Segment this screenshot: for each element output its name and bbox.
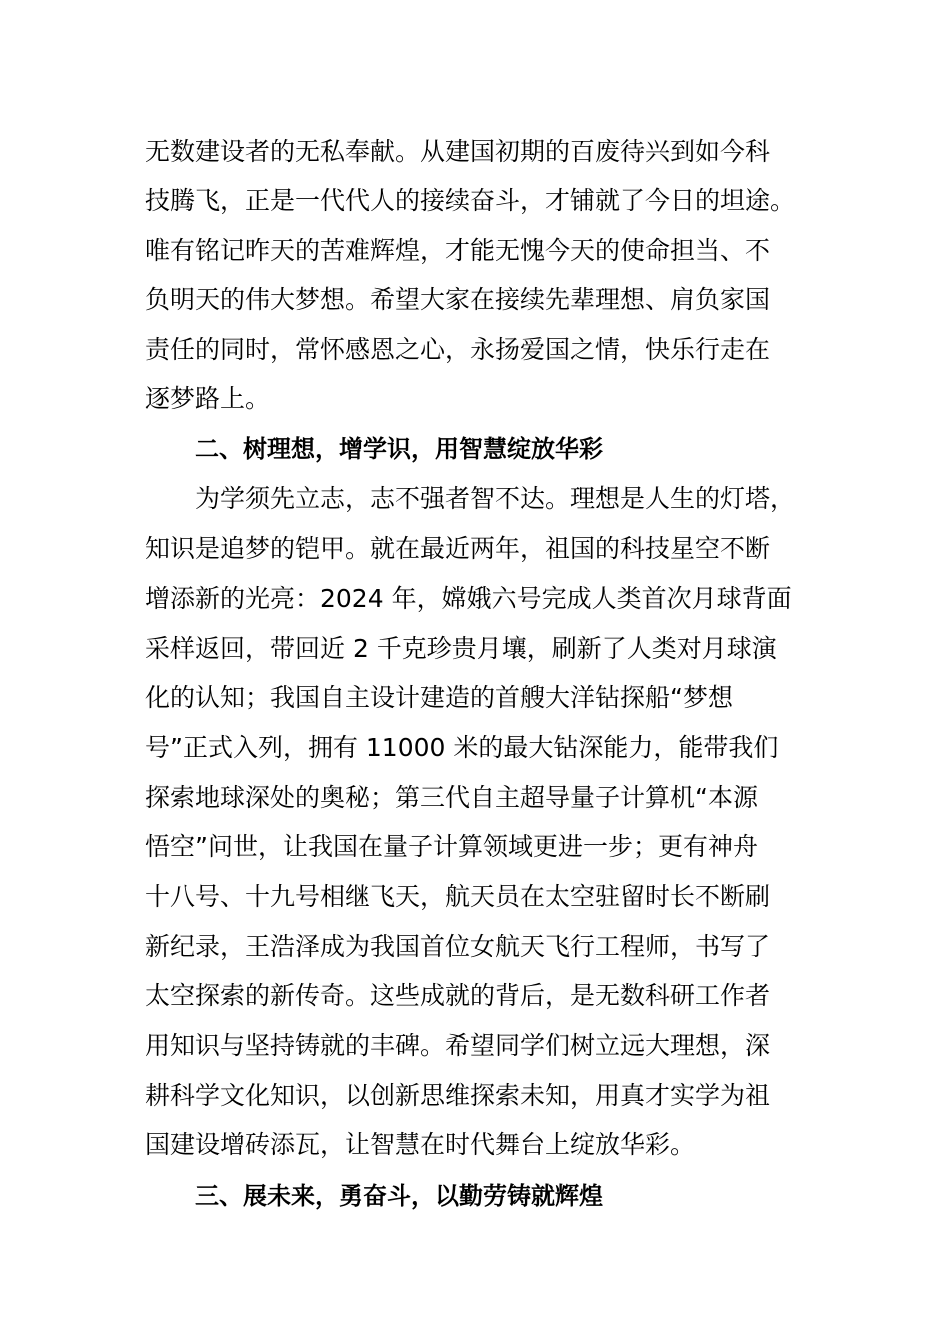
para2-line-3: 增添新的光亮：2024 年，嫦娥六号完成人类首次月球背面 [145,584,792,613]
para2-line-2: 知识是追梦的铠甲。就在最近两年，祖国的科技星空不断 [145,534,771,563]
para1-line-6: 逐梦路上。 [145,384,271,413]
para2-line-13: 耕科学文化知识，以创新思维探索未知，用真才实学为祖 [145,1081,771,1110]
para2-line-7: 探索地球深处的奥秘；第三代自主超导量子计算机“本源 [145,783,758,812]
para2-line-6: 号”正式入列，拥有 11000 米的最大钻深能力，能带我们 [145,733,779,762]
para1-line-5: 责任的同时，常怀感恩之心，永扬爱国之情，快乐行走在 [145,335,771,364]
para2-line-8: 悟空”问世，让我国在量子计算领域更进一步；更有神舟 [145,832,758,861]
para2-line-9: 十八号、十九号相继飞天，航天员在太空驻留时长不断刷 [145,882,771,911]
para1-line-4: 负明天的伟大梦想。希望大家在接续先辈理想、肩负家国 [145,285,771,314]
para1-line-2: 技腾飞，正是一代代人的接续奋斗，才铺就了今日的坦途。 [145,186,796,215]
para1-line-3: 唯有铭记昨天的苦难辉煌，才能无愧今天的使命担当、不 [145,236,771,265]
para2-line-10: 新纪录，王浩泽成为我国首位女航天飞行工程师，书写了 [145,932,771,961]
para2-line-12: 用知识与坚持铸就的丰碑。希望同学们树立远大理想，深 [145,1031,771,1060]
para2-line-4: 采样返回，带回近 2 千克珍贵月壤，刷新了人类对月球演 [145,634,777,663]
para2-line-5: 化的认知；我国自主设计建造的首艘大洋钻探船“梦想 [145,683,733,712]
section-heading-3: 三、展未来，勇奋斗，以勤劳铸就辉煌 [195,1182,603,1210]
section-heading-2: 二、树理想，增学识，用智慧绽放华彩 [195,435,603,463]
para2-line-14: 国建设增砖添瓦，让智慧在时代舞台上绽放华彩。 [145,1130,696,1159]
para2-line-11: 太空探索的新传奇。这些成就的背后，是无数科研工作者 [145,981,771,1010]
para2-line-1: 为学须先立志，志不强者智不达。理想是人生的灯塔， [195,484,796,513]
para1-line-1: 无数建设者的无私奉献。从建国初期的百废待兴到如今科 [145,137,771,166]
